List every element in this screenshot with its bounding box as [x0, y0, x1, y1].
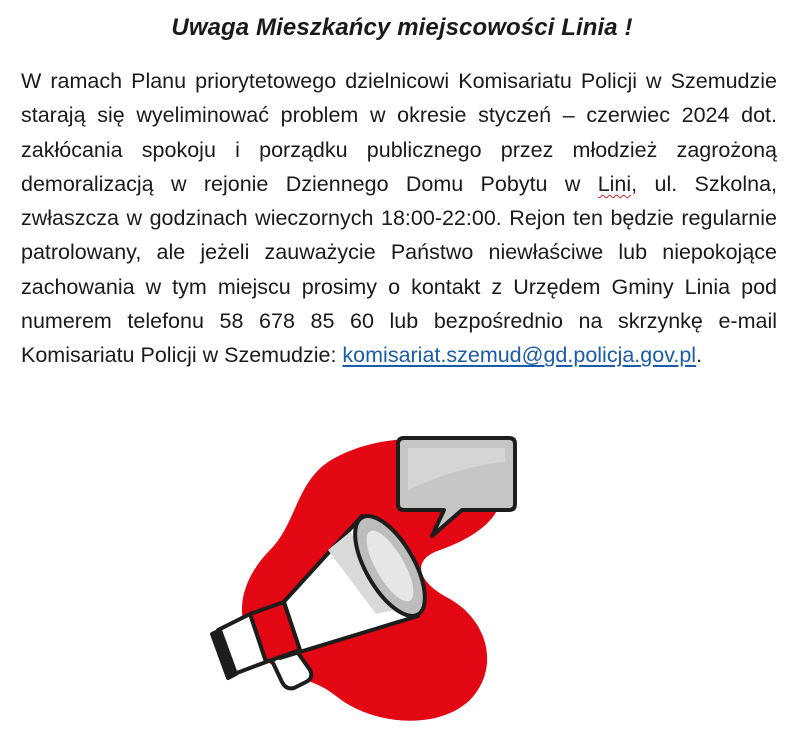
announcement-body — [21, 64, 777, 373]
document-title: Uwaga Mieszkańcy miejscowości Linia ! — [171, 14, 633, 41]
body-text-part1: W ramach Planu priorytetowego dzielnicowi Komisariatu Policji w Szemudzie starają się wyeliminować problem w okresie styczeń – czerwiec 2024 dot. zakłócania spokoju i porządku publicznego przez młodzież zagrożoną demoralizacją w rejonie Dziennego Domu Pobytu w — [21, 69, 777, 196]
body-text-end: . — [696, 343, 703, 368]
email-link[interactable]: komisariat.szemud@gd.policja.gov.pl — [342, 343, 697, 368]
body-text-part2: , ul. Szkolna, zwłaszcza w godzinach wieczornych 18:00-22:00. Rejon ten będzie regularnie patrolowany, ale jeżeli zauważycie Państwo niewłaściwe lub niepokojące zachowania w tym miejscu prosimy o kontakt z Urzędem Gminy Linia pod numerem telefonu 58 678 85 60 lub bezpośrednio na skrzynkę e-mail Komisariatu Policji w Szemudzie: — [21, 171, 777, 368]
misspelled-word: Lini — [597, 171, 632, 196]
megaphone-illustration — [200, 432, 530, 732]
megaphone-icon — [200, 432, 530, 732]
